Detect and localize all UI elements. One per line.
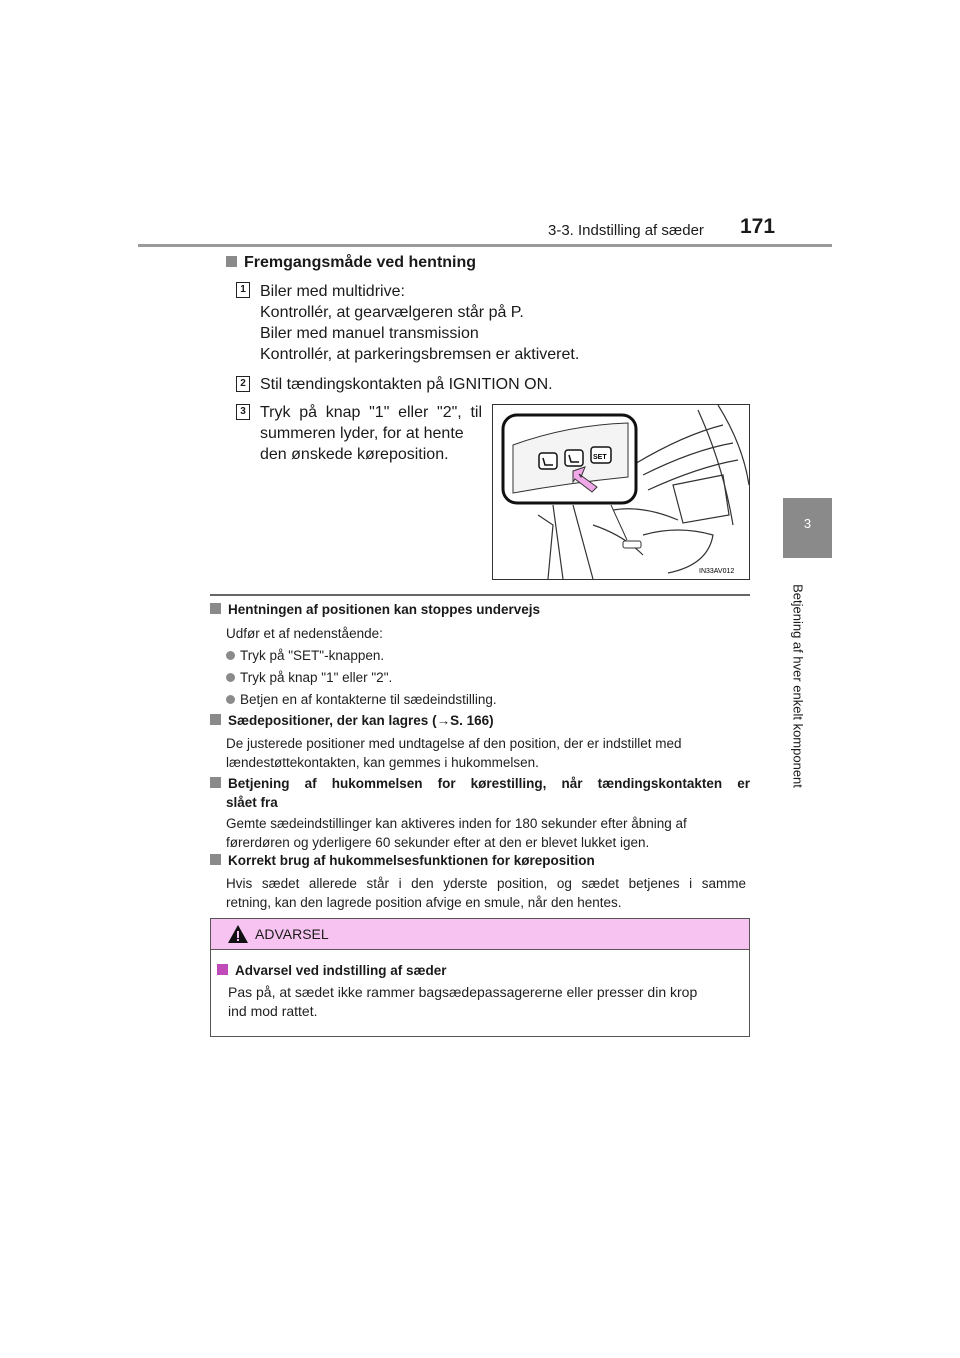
header-divider: [138, 244, 832, 247]
page-number: 171: [740, 215, 776, 238]
round-bullet-icon: [226, 695, 235, 704]
illustration-code: IN33AV012: [699, 568, 735, 575]
set-button-label: SET: [593, 454, 607, 461]
note-2-title: Sædepositioner, der kan lagres (→S. 166): [210, 713, 494, 728]
note-1-title: Hentningen af positionen kan stoppes undervejs: [210, 602, 540, 617]
round-bullet-icon: [226, 673, 235, 682]
square-bullet-icon: [210, 777, 221, 788]
header-section-title: 3-3. Indstilling af sæder: [548, 222, 704, 239]
warning-label: ADVARSEL: [255, 926, 329, 942]
note-2-text: De justerede positioner med undtagelse af den position, der er indstillet med lændestøttekontakten, kan gemmes i hukommelsen.: [226, 736, 682, 770]
square-bullet-icon: [217, 964, 228, 975]
section-title: Fremgangsmåde ved hentning: [226, 254, 476, 272]
note-4-title: Korrekt brug af hukommelsesfunktionen for køreposition: [210, 853, 595, 868]
warning-box: [210, 918, 750, 1037]
step-number-3: 3: [236, 404, 250, 420]
car-door-drawing: [493, 405, 749, 579]
square-bullet-icon: [210, 603, 221, 614]
warning-text: Pas på, at sædet ikke rammer bagsædepassagererne eller presser din krop ind mod rattet.: [228, 984, 698, 1019]
round-bullet-icon: [226, 651, 235, 660]
step-3-text: Tryk på knap "1" eller "2", til summeren lyder, for at hente den ønskede køreposition.: [260, 404, 482, 463]
note-3-text: Gemte sædeindstillinger kan aktiveres inden for 180 sekunder efter åbning af førerdøren og yderligere 60 sekunder efter at den er blevet lukket igen.: [226, 816, 687, 850]
note-1-text: Udfør et af nedenstående:: [226, 626, 383, 641]
note-4-text: Hvis sædet allerede står i den yderste position, og sædet betjenes i samme retning, kan den lagrede position afvige en smule, når den hentes.: [226, 876, 746, 910]
warning-header: [211, 919, 749, 950]
chapter-tab: 3: [783, 498, 832, 558]
step-number-2: 2: [236, 376, 250, 392]
warning-triangle-icon: [227, 924, 249, 944]
memory-switch-illustration: [492, 404, 750, 580]
square-bullet-icon: [210, 854, 221, 865]
section-divider: [210, 594, 750, 596]
square-bullet-icon: [226, 256, 237, 267]
chapter-side-title: Betjening af hver enkelt komponent: [790, 584, 806, 788]
step-2-text: Stil tændingskontakten på IGNITION ON.: [260, 376, 553, 393]
warning-title: Advarsel ved indstilling af sæder: [217, 963, 447, 978]
square-bullet-icon: [210, 714, 221, 725]
note-1-bullet-3: Betjen en af kontakterne til sædeindstilling.: [226, 690, 497, 709]
step-number-1: 1: [236, 282, 250, 298]
note-3-title: Betjening af hukommelsen for kørestilling, når tændingskontakten er slået fra: [210, 774, 750, 812]
note-1-bullet-1: Tryk på "SET"-knappen.: [226, 646, 384, 665]
note-1-bullet-2: Tryk på knap "1" eller "2".: [226, 668, 392, 687]
step-1-text: Biler med multidrive: Kontrollér, at gearvælgeren står på P. Biler med manuel transmission Kontrollér, at parkeringsbremsen er aktiveret.: [260, 283, 580, 363]
